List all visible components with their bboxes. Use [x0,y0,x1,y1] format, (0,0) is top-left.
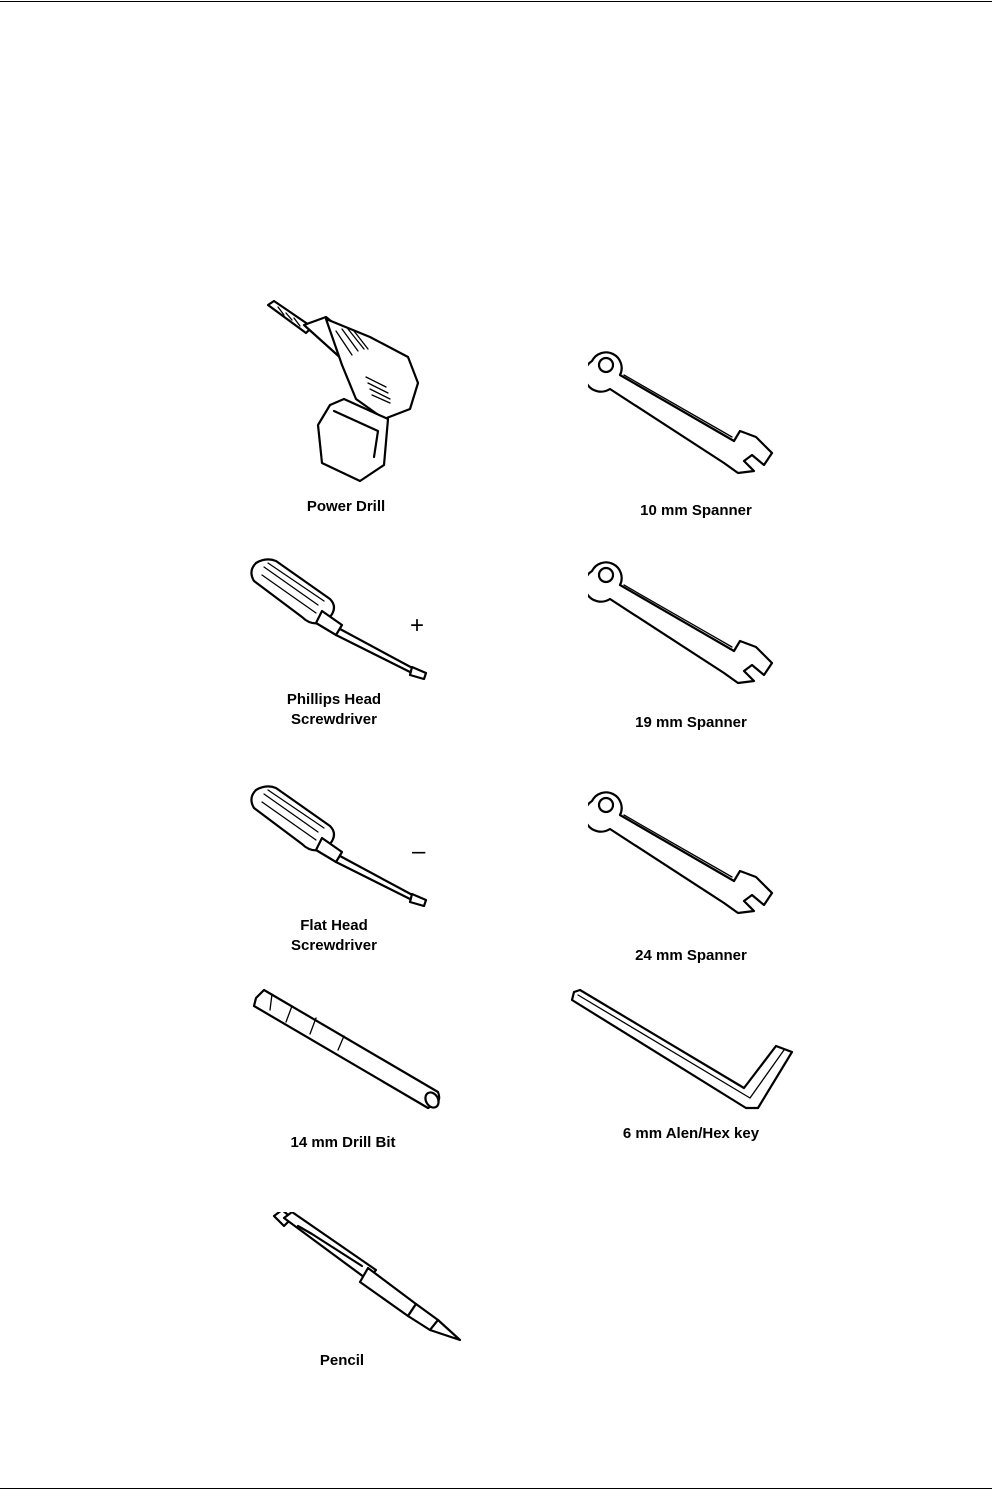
flat-screwdriver-icon [246,782,436,907]
flat-screwdriver-label: Flat Head Screwdriver [291,917,377,954]
hex-key-icon [570,988,800,1118]
spanner-10-icon [588,345,778,480]
power-drill-label: Power Drill [306,498,386,515]
plus-symbol: + [410,612,425,639]
bottom-rule [0,1488,992,1489]
spanner-10-label: 10 mm Spanner [640,502,752,519]
drill-bit-icon [252,988,442,1113]
phillips-screwdriver-icon [246,555,436,680]
minus-symbol: – [412,838,426,865]
spanner-19-icon [588,555,778,690]
spanner-24-icon [588,785,778,920]
spanner-24-label: 24 mm Spanner [635,947,747,964]
spanner-19-label: 19 mm Spanner [635,714,747,731]
top-rule [0,1,992,2]
power-drill-icon [260,295,430,490]
pencil-label: Pencil [319,1352,365,1369]
phillips-screwdriver-label: Phillips Head Screwdriver [286,691,382,728]
pencil-icon [268,1212,468,1347]
drill-bit-label: 14 mm Drill Bit [290,1134,396,1151]
hex-key-label: 6 mm Alen/Hex key [622,1125,760,1142]
